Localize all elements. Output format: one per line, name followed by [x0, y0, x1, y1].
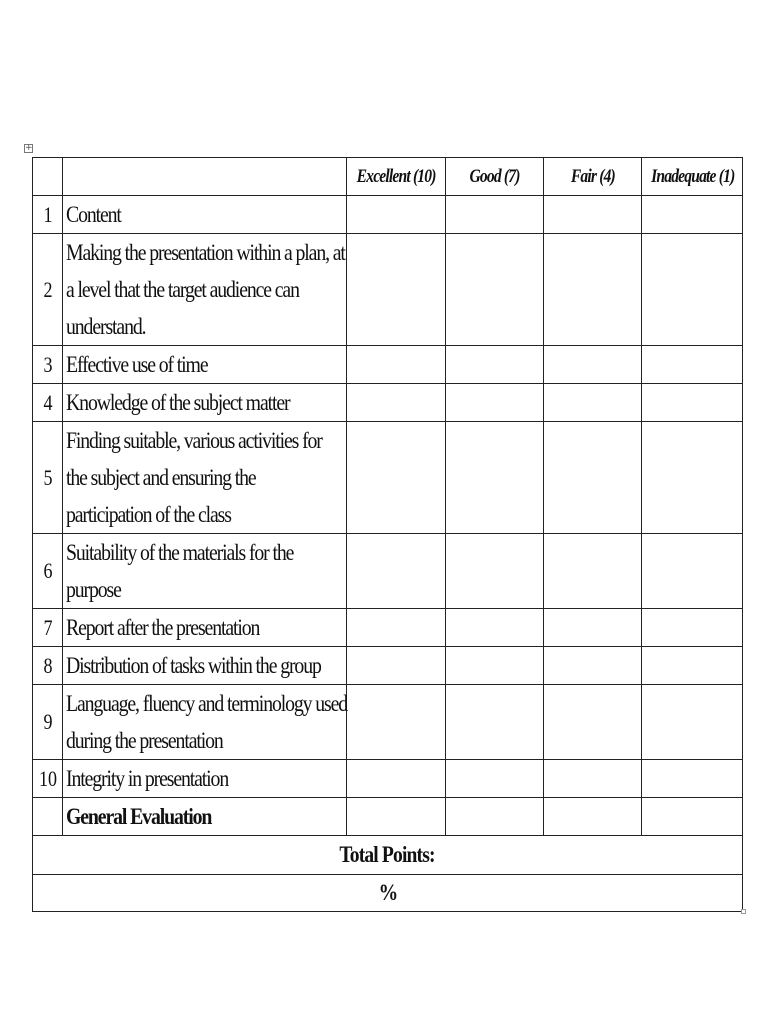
- row-number: 2: [35, 234, 60, 346]
- score-cell-inadequate[interactable]: [642, 647, 743, 685]
- header-fair: Fair (4): [544, 158, 642, 196]
- score-cell-excellent[interactable]: [347, 384, 446, 422]
- header-row: [33, 158, 743, 196]
- score-cell-fair[interactable]: [544, 798, 642, 836]
- total-points-cell[interactable]: [33, 836, 743, 875]
- percent-row: [33, 875, 743, 912]
- score-cell-good[interactable]: [446, 196, 544, 234]
- score-cell-good[interactable]: [446, 685, 544, 760]
- criterion-cell[interactable]: [63, 685, 347, 760]
- score-cell-inadequate[interactable]: [642, 196, 743, 234]
- criterion-line: Suitability of the materials for the: [66, 540, 294, 565]
- score-cell-inadequate[interactable]: [642, 760, 743, 798]
- table-row: [33, 234, 743, 346]
- score-cell-inadequate[interactable]: [642, 798, 743, 836]
- criterion-cell[interactable]: [63, 760, 347, 798]
- criterion-cell[interactable]: [63, 196, 347, 234]
- score-cell-fair[interactable]: [544, 422, 642, 534]
- row-number: 4: [35, 384, 60, 422]
- criterion-cell[interactable]: [63, 234, 347, 346]
- criterion-line: Finding suitable, various activities for: [66, 428, 322, 453]
- score-cell-fair[interactable]: [544, 196, 642, 234]
- general-evaluation-label-cell[interactable]: [63, 798, 347, 836]
- criterion-line: Knowledge of the subject matter: [66, 390, 290, 415]
- score-cell-fair[interactable]: [544, 384, 642, 422]
- criterion-line: Making the presentation within a plan, at: [66, 240, 345, 265]
- table-row: [33, 534, 743, 609]
- criterion-line: during the presentation: [66, 728, 223, 753]
- table-row: [33, 196, 743, 234]
- score-cell-excellent[interactable]: [347, 685, 446, 760]
- general-evaluation-label: General Evaluation: [66, 804, 212, 829]
- score-cell-good[interactable]: [446, 346, 544, 384]
- total-points-row: [33, 836, 743, 875]
- score-cell-good[interactable]: [446, 609, 544, 647]
- criterion-line: a level that the target audience can: [66, 277, 299, 302]
- header-excellent: Excellent (10): [347, 158, 446, 196]
- score-cell-fair[interactable]: [544, 346, 642, 384]
- criterion-cell[interactable]: [63, 534, 347, 609]
- general-evaluation-row: [33, 798, 743, 836]
- criterion-line: Effective use of time: [66, 352, 208, 377]
- row-number: 1: [35, 196, 60, 234]
- score-cell-excellent[interactable]: [347, 609, 446, 647]
- criterion-line: Distribution of tasks within the group: [66, 653, 321, 678]
- score-cell-inadequate[interactable]: [642, 685, 743, 760]
- table-resize-handle[interactable]: [741, 909, 746, 914]
- score-cell-inadequate[interactable]: [642, 234, 743, 346]
- table-row: [33, 760, 743, 798]
- percent-label: %: [378, 880, 397, 905]
- criterion-line: Report after the presentation: [66, 615, 260, 640]
- score-cell-fair[interactable]: [544, 685, 642, 760]
- criterion-cell[interactable]: [63, 647, 347, 685]
- criterion-line: Integrity in presentation: [66, 766, 229, 791]
- table-row: [33, 346, 743, 384]
- criterion-cell[interactable]: [63, 609, 347, 647]
- score-cell-inadequate[interactable]: [642, 346, 743, 384]
- criterion-cell[interactable]: [63, 384, 347, 422]
- row-number: 5: [35, 422, 60, 534]
- score-cell-excellent[interactable]: [347, 346, 446, 384]
- criterion-line: understand.: [66, 314, 146, 339]
- score-cell-good[interactable]: [446, 384, 544, 422]
- score-cell-excellent[interactable]: [347, 534, 446, 609]
- total-points-label: Total Points:: [339, 842, 436, 867]
- criterion-line: purpose: [66, 577, 121, 602]
- score-cell-inadequate[interactable]: [642, 534, 743, 609]
- score-cell-excellent[interactable]: [347, 647, 446, 685]
- score-cell-fair[interactable]: [544, 534, 642, 609]
- row-number: 10: [35, 760, 60, 798]
- row-number: 7: [35, 609, 60, 647]
- score-cell-fair[interactable]: [544, 609, 642, 647]
- row-number: 6: [35, 534, 60, 609]
- score-cell-excellent[interactable]: [347, 422, 446, 534]
- header-good: Good (7): [446, 158, 544, 196]
- score-cell-excellent[interactable]: [347, 234, 446, 346]
- score-cell-good[interactable]: [446, 422, 544, 534]
- criterion-cell[interactable]: [63, 346, 347, 384]
- table-row: [33, 384, 743, 422]
- percent-cell[interactable]: [33, 875, 743, 912]
- score-cell-inadequate[interactable]: [642, 384, 743, 422]
- criterion-cell[interactable]: [63, 422, 347, 534]
- score-cell-excellent[interactable]: [347, 196, 446, 234]
- score-cell-fair[interactable]: [544, 234, 642, 346]
- table-row: [33, 647, 743, 685]
- row-number: 8: [35, 647, 60, 685]
- header-criterion-cell: [63, 158, 347, 196]
- table-row: [33, 685, 743, 760]
- criterion-line: Language, fluency and terminology used: [66, 691, 348, 716]
- row-number: 3: [35, 346, 60, 384]
- score-cell-good[interactable]: [446, 798, 544, 836]
- criterion-line: the subject and ensuring the: [66, 465, 256, 490]
- row-number: 9: [35, 685, 60, 760]
- score-cell-good[interactable]: [446, 760, 544, 798]
- score-cell-good[interactable]: [446, 234, 544, 346]
- score-cell-fair[interactable]: [544, 647, 642, 685]
- table-move-handle[interactable]: +: [25, 143, 33, 153]
- header-number-cell: [33, 158, 63, 196]
- score-cell-excellent[interactable]: [347, 760, 446, 798]
- score-cell-excellent[interactable]: [347, 798, 446, 836]
- score-cell-good[interactable]: [446, 647, 544, 685]
- evaluation-rubric-table: [32, 157, 743, 912]
- score-cell-inadequate[interactable]: [642, 609, 743, 647]
- score-cell-inadequate[interactable]: [642, 422, 743, 534]
- criterion-line: participation of the class: [66, 502, 231, 527]
- table-row: [33, 609, 743, 647]
- criterion-line: Content: [66, 202, 121, 227]
- score-cell-good[interactable]: [446, 534, 544, 609]
- header-inadequate: Inadequate (1): [642, 158, 743, 196]
- general-evaluation-number-cell: [33, 798, 63, 836]
- score-cell-fair[interactable]: [544, 760, 642, 798]
- table-row: [33, 422, 743, 534]
